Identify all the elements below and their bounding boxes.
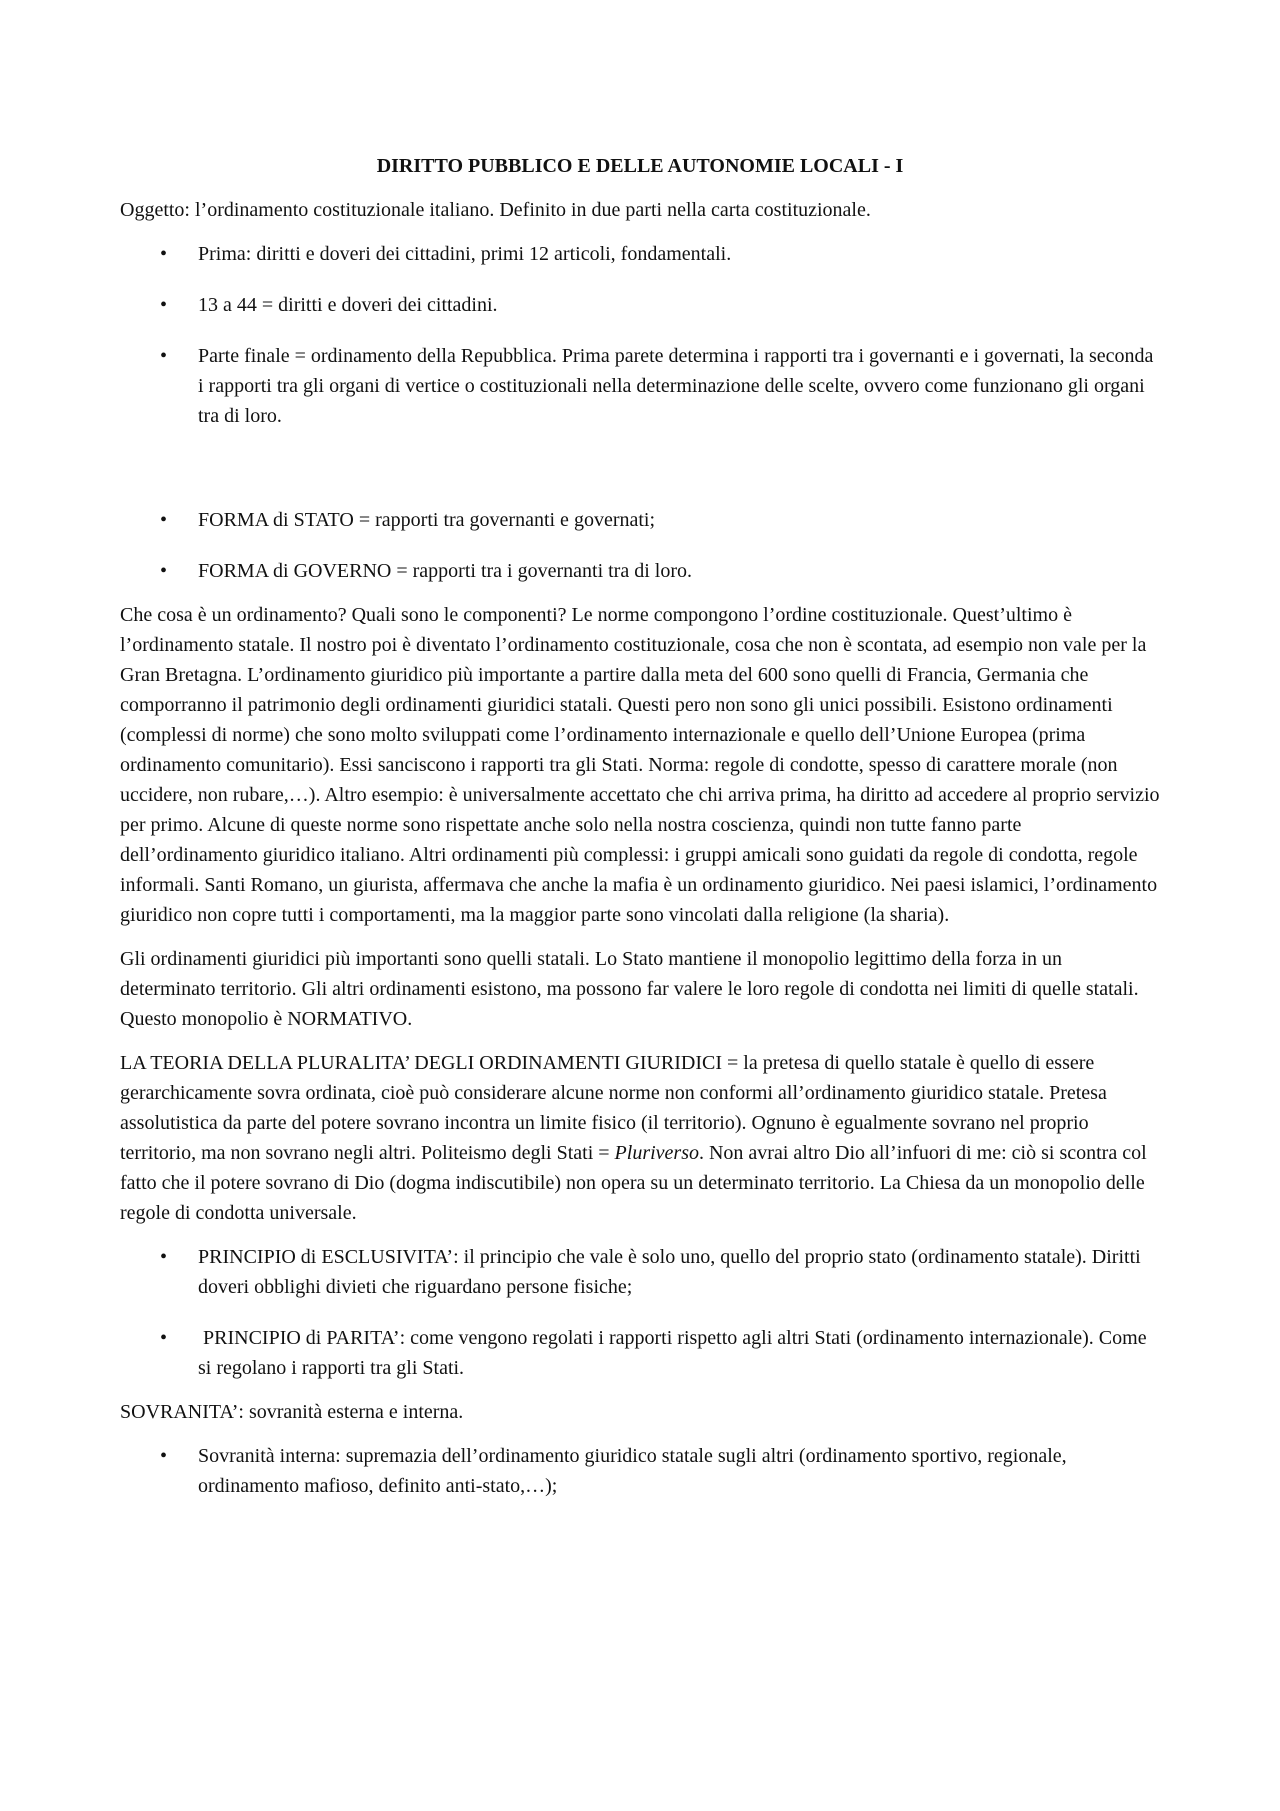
list-principi — [120, 1242, 1160, 1383]
list-item — [120, 1323, 1160, 1383]
paragraph-ordinamento: Che cosa è un ordinamento? Quali sono le componenti? Le norme compongono l’ordine costituzionale. Quest’ultimo è l’ordinamento statale. Il nostro poi è diventato l’ordinamento costituzionale, cosa che non è scontata, ad esempio non vale per la Gran Bretagna. L’ordinamento giuridico più importante a partire dalla meta del 600 sono quelli di Francia, Germania che comporranno il patrimonio degli ordinamenti giuridici statali. Questi pero non sono gli unici possibili. Esistono ordinamenti (complessi di norme) che sono molto sviluppati come l’ordinamento internazionale e quello dell’Unione Europea (prima ordinamento comunitario). Essi sanciscono i rapporti tra gli Stati. Norma: regole di condotte, spesso di carattere morale (non uccidere, non rubare,…). Altro esempio: è universalmente accettato che chi arriva prima, ha diritto ad accedere al proprio servizio per primo. Alcune di queste norme sono rispettate anche solo nella nostra coscienza, quindi non tutte fanno parte dell’ordinamento giuridico italiano. Altri ordinamenti più complessi: i gruppi amicali sono guidati da regole di condotta, regole informali. Santi Romano, un giurista, affermava che anche la mafia è un ordinamento giuridico. Nei paesi islamici, l’ordinamento giuridico non copre tutti i comportamenti, ma la maggior parte sono vincolati dalla religione (la sharia). — [120, 604, 1160, 926]
list-sovranita — [120, 1441, 1160, 1501]
list-item — [120, 341, 1160, 431]
list-item — [120, 1242, 1160, 1302]
list-item-text: FORMA di GOVERNO = rapporti tra i governanti tra di loro. — [198, 560, 692, 582]
list-item — [120, 556, 1160, 586]
spacer — [120, 445, 1160, 505]
paragraph-oggetto: Oggetto: l’ordinamento costituzionale italiano. Definito in due parti nella carta costituzionale. — [120, 199, 871, 221]
document-page — [120, 151, 1160, 1515]
paragraph-text: . Non avrai altro Dio all’infuori di me: ciò si scontra col fatto che il potere sovrano di Dio (dogma indiscutibile) non opera su un determinato territorio. La Chiesa da un monopolio delle regole di condotta universale. — [120, 1142, 1147, 1224]
list-item — [120, 505, 1160, 535]
list-item-text: Prima: diritti e doveri dei cittadini, primi 12 articoli, fondamentali. — [198, 243, 732, 265]
bullet-icon: • — [160, 345, 168, 367]
list-item-text: Sovranità interna: supremazia dell’ordinamento giuridico statale sugli altri (ordinamento sportivo, regionale, ordinamento mafioso, definito anti-stato,…); — [198, 1445, 1067, 1497]
italic-term: Pluriverso — [614, 1142, 699, 1164]
bullet-icon: • — [160, 509, 168, 531]
list-item-text: PRINCIPIO di ESCLUSIVITA’: il principio che vale è solo uno, quello del proprio stato (ordinamento statale). Diritti doveri obblighi divieti che riguardano persone fisiche; — [198, 1246, 1141, 1298]
list-forme — [120, 505, 1160, 586]
bullet-icon: • — [160, 560, 168, 582]
bullet-icon: • — [160, 1445, 168, 1467]
bullet-icon: • — [160, 243, 168, 265]
list-item-text: PRINCIPIO di PARITA’: come vengono regolati i rapporti rispetto agli altri Stati (ordinamento internazionale). Come si regolano i rapporti tra gli Stati. — [198, 1327, 1152, 1379]
bullet-icon: • — [160, 294, 168, 316]
bullet-icon: • — [160, 1327, 168, 1349]
list-costituzione-parti — [120, 239, 1160, 431]
list-item-text: 13 a 44 = diritti e doveri dei cittadini. — [198, 294, 498, 316]
list-item-text: Parte finale = ordinamento della Repubblica. Prima parete determina i rapporti tra i governanti e i governati, la seconda i rapporti tra gli organi di vertice o costituzionali nella determinazione delle scelte, ovvero come funzionano gli organi tra di loro. — [198, 345, 1154, 427]
document-title: DIRITTO PUBBLICO E DELLE AUTONOMIE LOCALI - I — [376, 155, 904, 177]
paragraph-sovranita: SOVRANITA’: sovranità esterna e interna. — [120, 1401, 464, 1423]
bullet-icon: • — [160, 1246, 168, 1268]
paragraph-teoria-pluralita — [120, 1048, 1160, 1228]
paragraph-text: LA TEORIA DELLA PLURALITA’ DEGLI ORDINAMENTI GIURIDICI = la pretesa di quello statale è quello di essere gerarchicamente sovra ordinata, cioè può considerare alcune norme non conformi all’ordinamento giuridico statale. Pretesa assolutistica da parte del potere sovrano incontra un limite fisico (il territorio). Ognuno è egualmente sovrano nel proprio territorio, ma non sovrano negli altri. Politeismo degli Stati = — [120, 1052, 1107, 1164]
list-item — [120, 290, 1160, 320]
paragraph-ordinamenti-statali: Gli ordinamenti giuridici più importanti sono quelli statali. Lo Stato mantiene il monopolio legittimo della forza in un determinato territorio. Gli altri ordinamenti esistono, ma possono far valere le loro regole di condotta nei limiti di quelle statali. Questo monopolio è NORMATIVO. — [120, 948, 1139, 1030]
list-item — [120, 1441, 1160, 1501]
list-item — [120, 239, 1160, 269]
list-item-text: FORMA di STATO = rapporti tra governanti e governati; — [198, 509, 656, 531]
